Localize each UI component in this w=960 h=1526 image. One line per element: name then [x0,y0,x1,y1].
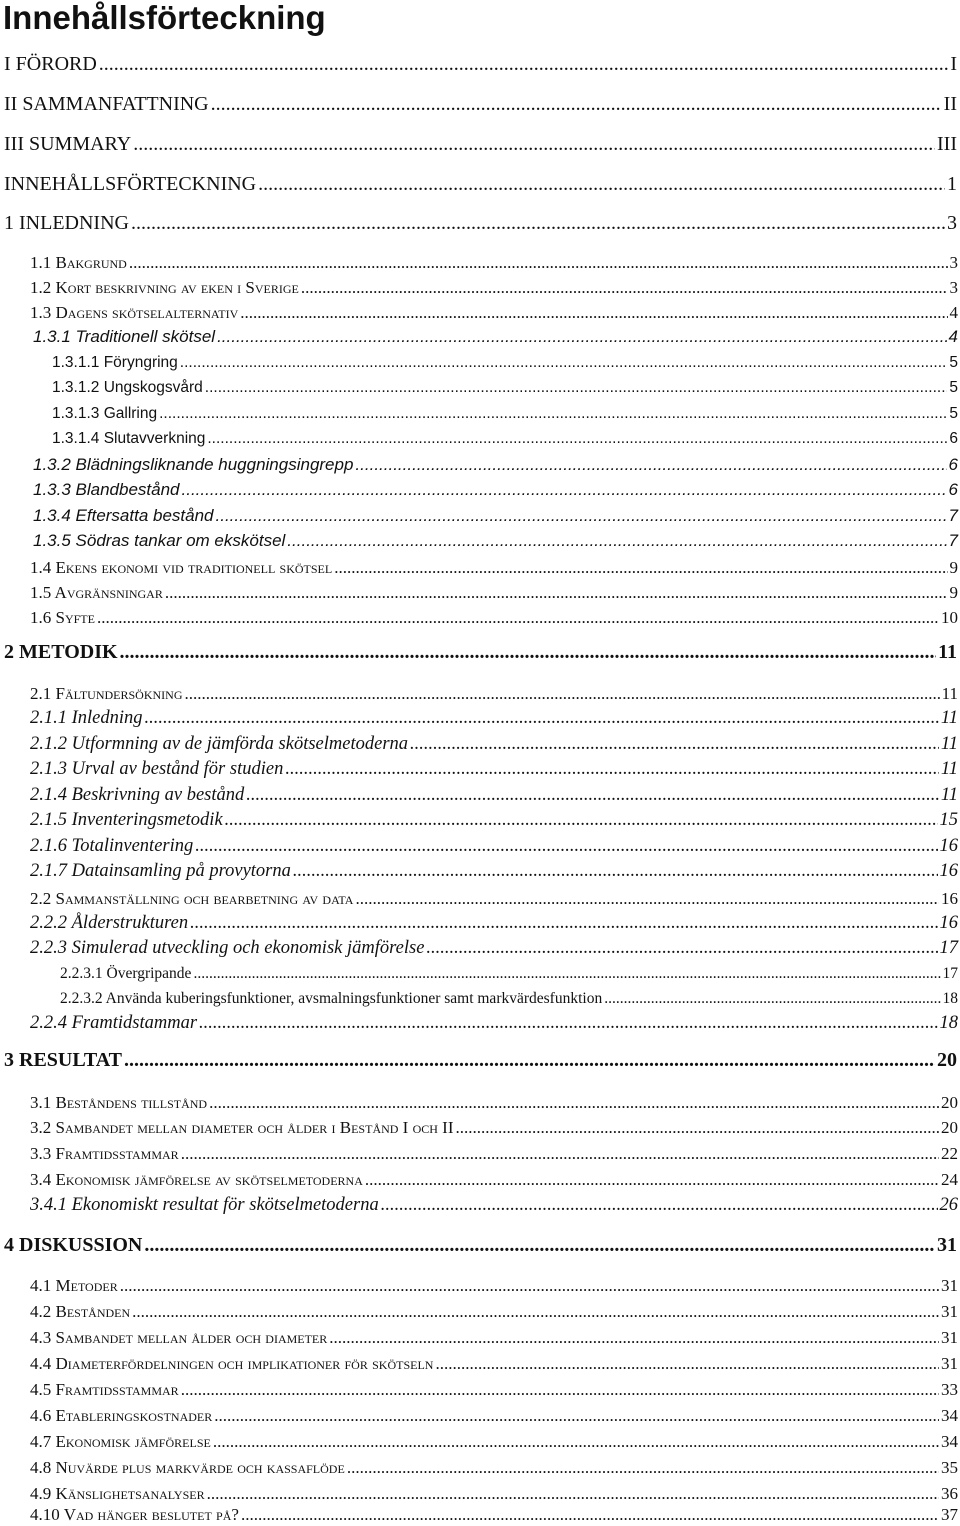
toc-entry-2-2[interactable]: 2.2 Sammanställning och bearbetning av data ..... 16 [0,889,958,909]
toc-entry-innehallsforteckning[interactable]: INNEHÅLLSFÖRTECKNING ..... 1 [0,173,957,196]
toc-entry-2-2-4[interactable]: 2.2.4 Framtidstammar ..... 18 [0,1013,958,1034]
toc-entry-2-2-3-2[interactable]: 2.2.3.2 Använda kuberingsfunktioner, avsmalningsfunktioner samt markvärdesfunktion ..... 18 [0,990,958,1008]
toc-entry-1-3-1-4[interactable]: 1.3.1.4 Slutavverkning ..... 6 [0,430,958,448]
toc-entry-4-1[interactable]: 4.1 Metoder ..... 31 [0,1276,958,1296]
toc-entry-summary[interactable]: III SUMMARY ..... III [0,133,957,156]
toc-entry-4-8[interactable]: 4.8 Nuvärde plus markvärde och kassaflöde ..... 35 [0,1458,958,1478]
toc-entry-2-2-3-1[interactable]: 2.2.3.1 Övergripande ..... 17 [0,965,958,983]
toc-entry-1-1[interactable]: 1.1 Bakgrund ..... 3 [0,253,958,273]
toc-entry-3-2[interactable]: 3.2 Sambandet mellan diameter och ålder i Bestånd I och II ..... 20 [0,1118,958,1138]
toc-entry-2-1-7[interactable]: 2.1.7 Datainsamling på provytorna ..... 16 [0,861,958,882]
toc-entry-4-4[interactable]: 4.4 Diameterfördelningen och implikationer för skötseln ..... 31 [0,1354,958,1374]
toc-entry-1-5[interactable]: 1.5 Avgränsningar ..... 9 [0,583,958,603]
toc-entry-1-6[interactable]: 1.6 Syfte ..... 10 [0,608,958,628]
toc-entry-1-3-1-2[interactable]: 1.3.1.2 Ungskogsvård ..... 5 [0,379,958,397]
toc-entry-2-metodik[interactable]: 2 METODIK ..... 11 [0,641,957,664]
toc-entry-4-9[interactable]: 4.9 Känslighetsanalyser ..... 36 [0,1484,958,1504]
toc-entry-4-diskussion[interactable]: 4 DISKUSSION ..... 31 [0,1234,957,1257]
toc-entry-1-3-1[interactable]: 1.3.1 Traditionell skötsel ..... 4 [0,327,958,347]
toc-entry-2-1-5[interactable]: 2.1.5 Inventeringsmetodik ..... 15 [0,810,958,831]
toc-entry-4-7[interactable]: 4.7 Ekonomisk jämförelse ..... 34 [0,1432,958,1452]
toc-entry-2-1-6[interactable]: 2.1.6 Totalinventering ..... 16 [0,836,958,857]
toc-entry-4-6[interactable]: 4.6 Etableringskostnader ..... 34 [0,1406,958,1426]
toc-entry-2-1-1[interactable]: 2.1.1 Inledning ..... 11 [0,708,958,729]
toc-entry-1-3-3[interactable]: 1.3.3 Blandbestånd ..... 6 [0,480,958,500]
toc-entry-1-3-4[interactable]: 1.3.4 Eftersatta bestånd ..... 7 [0,506,958,526]
toc-entry-3-resultat[interactable]: 3 RESULTAT ..... 20 [0,1049,957,1072]
toc-entry-1-3-5[interactable]: 1.3.5 Södras tankar om ekskötsel ..... 7 [0,531,958,551]
toc-entry-3-4[interactable]: 3.4 Ekonomisk jämförelse av skötselmetoderna ..... 24 [0,1170,958,1190]
toc-entry-sammanfattning[interactable]: II SAMMANFATTNING ..... II [0,93,957,116]
toc-entry-1-inledning[interactable]: 1 INLEDNING ..... 3 [0,212,957,235]
toc-entry-1-3-1-3[interactable]: 1.3.1.3 Gallring ..... 5 [0,405,958,423]
toc-entry-2-2-3[interactable]: 2.2.3 Simulerad utveckling och ekonomisk jämförelse ..... 17 [0,938,958,959]
toc-entry-4-5[interactable]: 4.5 Framtidsstammar ..... 33 [0,1380,958,1400]
toc-entry-1-3-1-1[interactable]: 1.3.1.1 Föryngring ..... 5 [0,354,958,372]
toc-entry-3-3[interactable]: 3.3 Framtidsstammar ..... 22 [0,1144,958,1164]
toc-entry-2-1-3[interactable]: 2.1.3 Urval av bestånd för studien ..... 11 [0,759,958,780]
toc-entry-4-10[interactable]: 4.10 Vad hänger beslutet på? ..... 37 [0,1505,958,1525]
toc-entry-2-1-2[interactable]: 2.1.2 Utformning av de jämförda skötselmetoderna ..... 11 [0,734,958,755]
toc-entry-4-2[interactable]: 4.2 Bestånden ..... 31 [0,1302,958,1322]
toc-entry-2-1-4[interactable]: 2.1.4 Beskrivning av bestånd ..... 11 [0,785,958,806]
toc-entry-3-4-1[interactable]: 3.4.1 Ekonomiskt resultat för skötselmetoderna ..... 26 [0,1195,958,1216]
toc-entry-1-4[interactable]: 1.4 Ekens ekonomi vid traditionell skötsel ..... 9 [0,558,958,578]
toc-entry-1-3-2[interactable]: 1.3.2 Blädningsliknande huggningsingrepp ..... 6 [0,455,958,475]
toc-entry-2-2-2[interactable]: 2.2.2 Ålderstrukturen ..... 16 [0,913,958,934]
toc-entry-1-3[interactable]: 1.3 Dagens skötselalternativ ..... 4 [0,303,958,323]
toc-entry-4-3[interactable]: 4.3 Sambandet mellan ålder och diameter ..... 31 [0,1328,958,1348]
toc-entry-forord[interactable]: I FÖRORD ..... I [0,53,957,76]
page-title: Innehållsförteckning [3,0,326,36]
toc-entry-1-2[interactable]: 1.2 Kort beskrivning av eken i Sverige ..... 3 [0,278,958,298]
toc-entry-3-1[interactable]: 3.1 Beståndens tillstånd ..... 20 [0,1093,958,1113]
toc-entry-2-1[interactable]: 2.1 Fältundersökning ..... 11 [0,684,958,704]
